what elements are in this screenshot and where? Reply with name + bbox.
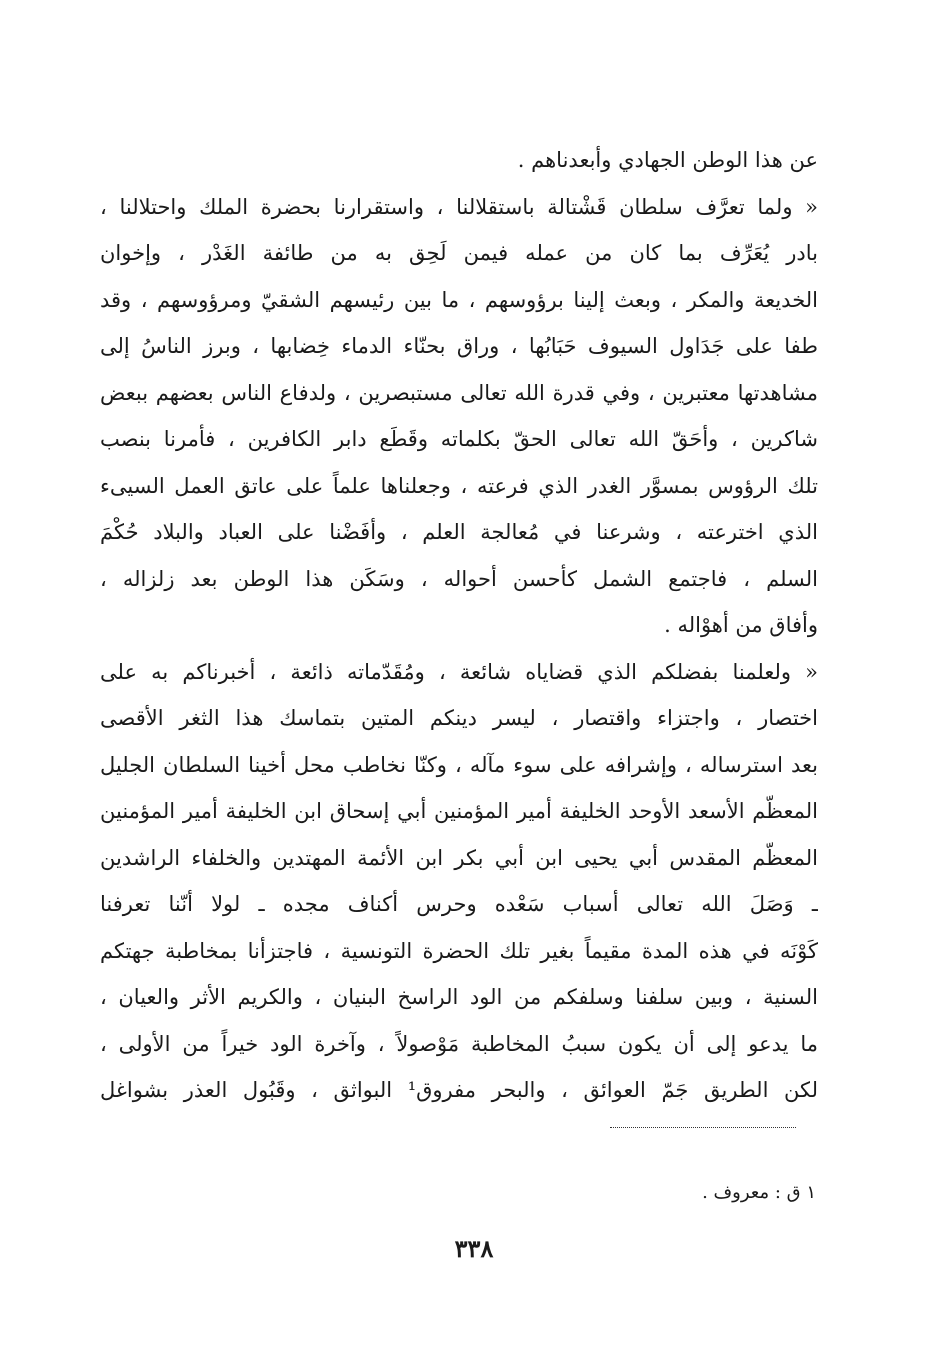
text-line: السلم ، فاجتمع الشمل كأحسن أحواله ، وسَكَن هذا الوطن بعد زلزاله ، bbox=[100, 566, 818, 591]
text-line: السنية ، وبين سلفنا وسلفكم من الود الراسخ البنيان ، والكريم الأثر والعيان ، bbox=[100, 985, 818, 1009]
text-line: الخديعة والمكر ، وبعث إلينا برؤوسهم ، ما بين رئيسهم الشقيّ ومرؤوسهم ، وقد bbox=[100, 287, 818, 312]
text-line: المعظّم الأسعد الأوحد الخليفة أمير المؤمنين أبي إسحاق ابن الخليفة أمير المؤمنين bbox=[100, 799, 818, 823]
text-line: ـ وَصَلَ الله تعالى أسباب سَعْده وحرس أكناف مجده ـ لولا أنّنا تعرفنا bbox=[100, 892, 818, 916]
text-line: بعد استرساله ، وإشرافه على سوء مآله ، وكنّا نخاطب محل أخينا السلطان الجليل bbox=[100, 752, 818, 777]
text-line: مشاهدتها معتبرين ، وفي قدرة الله تعالى مستبصرين ، ولدفاع الناس بعضهم ببعض bbox=[100, 380, 818, 405]
text-line: الذي اخترعته ، وشرعنا في مُعالجة العلم ، وأفَضْنا على العباد والبلاد حُكْمَ bbox=[100, 520, 818, 544]
text-line: عن هذا الوطن الجهادي وأبعدناهم . bbox=[517, 148, 818, 172]
main-text bbox=[100, 137, 818, 1114]
text-line: تلك الرؤوس بمسوَّر الغدر الذي فرعته ، وجعلناها علماً على عاتق العمل السيىء bbox=[100, 473, 818, 498]
text-line: المعظّم المقدس أبي يحيى ابن أبي بكر ابن الأئمة المهتدين والخلفاء الراشدين bbox=[100, 845, 818, 870]
footnote: ١ ق : معروف . bbox=[702, 1182, 816, 1203]
footnote-divider bbox=[610, 1127, 796, 1128]
page-number: ٣٣٨ bbox=[454, 1234, 494, 1263]
text-line: لكن الطريق جَمّ العوائق ، والبحر مفروق¹ البواثق ، وقَبُول العذر بشواغل bbox=[100, 1078, 818, 1102]
text-line: « ولما تعرَّف سلطان قَشْتالة باستقلالنا ، واستقرارنا بحضرة الملك واحتلالنا ، bbox=[100, 194, 818, 219]
text-line: وأفاق من أهوْاله . bbox=[664, 613, 818, 637]
text-line: شاكرين ، وأحَقّ الله تعالى الحقّ بكلماته وقَطَع دابر الكافرين ، فأمرنا بنصب bbox=[100, 427, 818, 451]
text-line: بادر يُعَرِّف بما كان من عمله فيمن لَحِق به من طائفة الغَدْر ، وإخوان bbox=[100, 241, 818, 265]
text-line: « ولعلمنا بفضلكم الذي قضاياه شائعة ، ومُقَدّماته ذائعة ، أخبرناكم به على bbox=[100, 659, 818, 684]
text-line: كَوْنَه في هذه المدة مقيماً بغير تلك الحضرة التونسية ، فاجتزأنا بمخاطبة جهتكم bbox=[100, 938, 818, 963]
text-line: اختصار ، واجتزاء واقتصار ، ليسر دينكم المتين بتماسك هذا الثغر الأقصى bbox=[100, 706, 818, 730]
text-line: طفا على جَدَاول السيوف حَبَابُها ، وراق بحنّاء الدماء خِضابها ، وبرز الناسُ إلى bbox=[100, 334, 818, 358]
text-line: ما يدعو إلى أن يكون سببُ المخاطبة مَوْصولاً ، وآخرة الود خيراً من الأولى ، bbox=[100, 1031, 818, 1056]
